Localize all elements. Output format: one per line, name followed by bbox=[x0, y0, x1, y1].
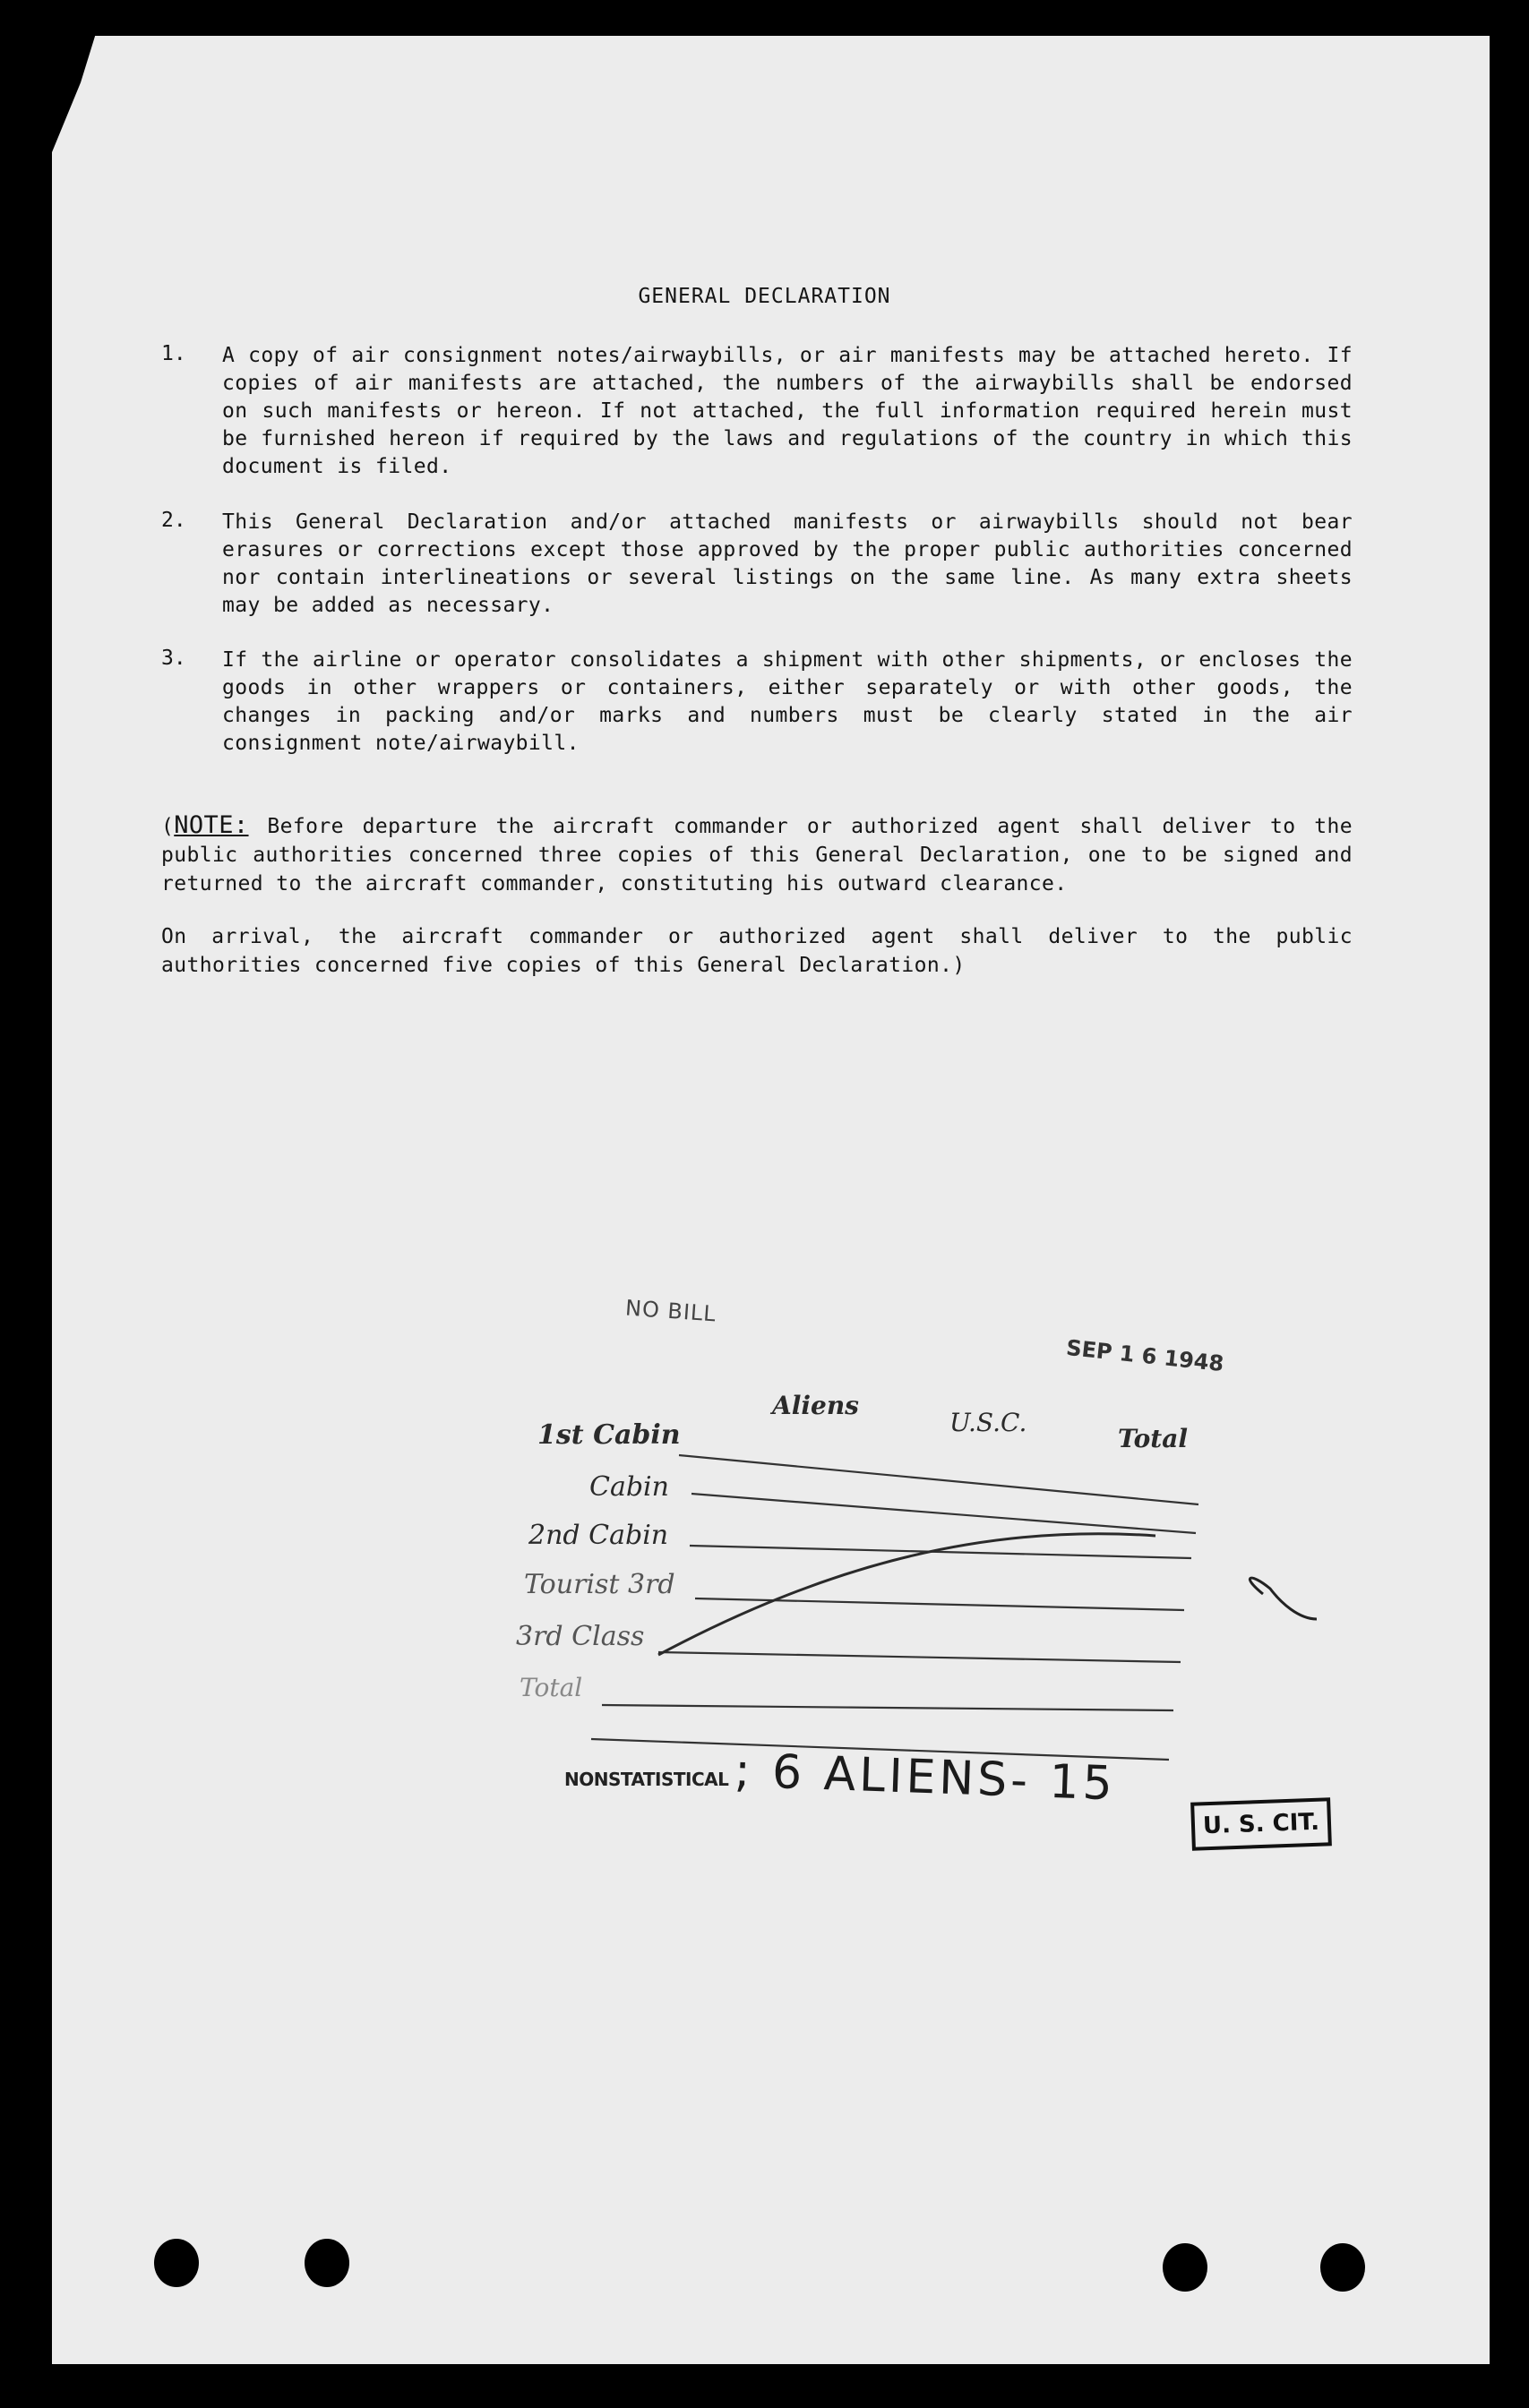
row-total: Total bbox=[520, 1673, 583, 1702]
item-number: 2. bbox=[161, 509, 186, 532]
date-stamp: SEP 1 6 1948 bbox=[1065, 1334, 1225, 1377]
punch-hole bbox=[305, 2239, 349, 2287]
punch-hole bbox=[1320, 2243, 1365, 2292]
col-usc: U.S.C. bbox=[949, 1408, 1027, 1437]
item-text: This General Declaration and/or attached manifests or airwaybills should not bear erasures or corrections except those approved by the proper public authorities concerned nor contain interlineations or several listings on the same line. As many extra sheets may be added as necessary. bbox=[222, 510, 1353, 617]
punch-hole bbox=[154, 2239, 199, 2287]
note-open-paren: ( bbox=[161, 815, 175, 838]
document-title: GENERAL DECLARATION bbox=[638, 285, 891, 308]
item-number: 1. bbox=[161, 342, 186, 365]
row-2nd-cabin: 2nd Cabin bbox=[528, 1520, 669, 1551]
col-aliens: Aliens bbox=[772, 1391, 859, 1420]
note-text: Before departure the aircraft commander or authorized agent shall deliver to the public authorities concerned three copies of this General Declaration, one to be signed and returned to the aircraft commander, constituting his outward clearance. bbox=[161, 815, 1353, 896]
item-text: If the airline or operator consolidates a shipment with other shipments, or encloses the goods in other wrappers or containers, either separately or with other goods, the changes in packing and/or marks and numbers must be clearly stated in the air consignment note/airwaybill. bbox=[222, 648, 1353, 755]
row-tourist: Tourist 3rd bbox=[524, 1569, 675, 1600]
handwritten-note: ; 6 ALIENS- 15 bbox=[734, 1744, 1117, 1812]
row-1st-cabin: 1st Cabin bbox=[537, 1419, 681, 1451]
row-cabin: Cabin bbox=[589, 1471, 669, 1503]
no-bill-stamp: NO BILL bbox=[624, 1295, 717, 1327]
col-total: Total bbox=[1118, 1424, 1189, 1453]
item-number: 3. bbox=[161, 647, 186, 670]
item-text: A copy of air consignment notes/airwaybills, or air manifests may be attached hereto. If copies of air manifests are attached, the numbers of the airwaybills shall be endorsed on such manifests or hereon. If not attached, the full information required herein must be furnished hereon if required by the laws and regulations of the country in which this document is filed. bbox=[222, 344, 1353, 478]
row-3rd-class: 3rd Class bbox=[516, 1621, 645, 1652]
arrival-paragraph: On arrival, the aircraft commander or authorized agent shall deliver to the public authorities concerned five copies of this General Declaration.) bbox=[161, 925, 1353, 977]
us-cit-stamp: U. S. CIT. bbox=[1190, 1797, 1332, 1850]
nonstatistical-stamp: NONSTATISTICAL bbox=[564, 1769, 729, 1790]
punch-hole bbox=[1163, 2243, 1207, 2292]
note-label: NOTE: bbox=[174, 811, 249, 839]
